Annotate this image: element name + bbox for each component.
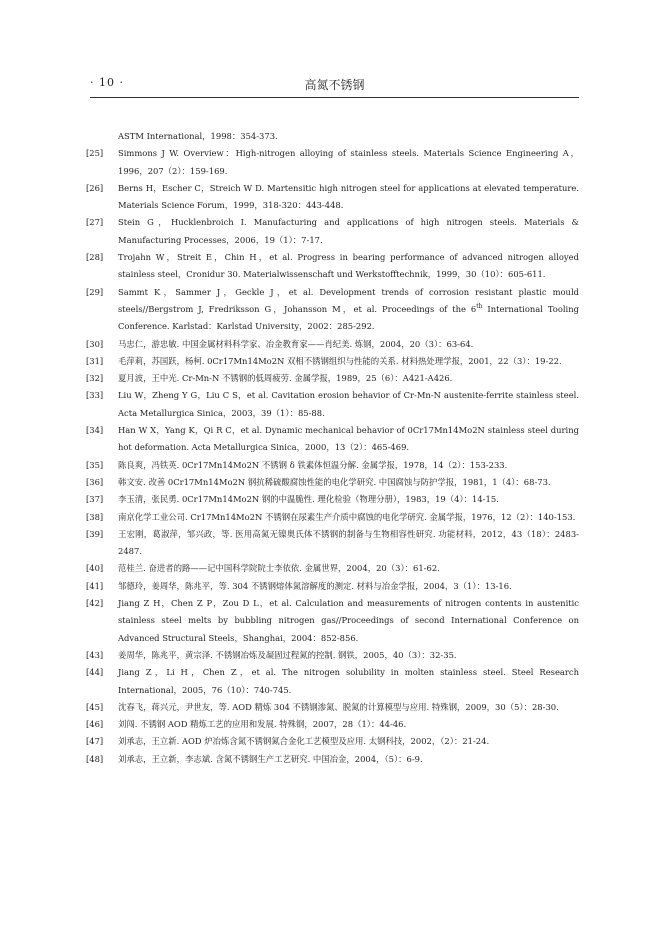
reference-text-part: International Tooling Conference. Karlstad：Karlstad University，2002：285-292.: [118, 303, 579, 332]
header-rule: [90, 97, 579, 98]
reference-entries: [86, 145, 579, 768]
reference-text: 李玉清，张民勇. 0Cr17Mn14Mo2N 钢的中温脆性. 理化检验（物理分册），1983，19（4）：14-15.: [118, 494, 499, 505]
superscript: th: [476, 303, 483, 311]
reference-number: [37]: [86, 494, 104, 505]
reference-number: [35]: [86, 459, 104, 470]
reference-item: [86, 474, 579, 491]
page-header: [90, 76, 579, 94]
reference-text: 南京化学工业公司. Cr17Mn14Mo2N 不锈钢在尿素生产介质中腐蚀的电化学研究. 金属学报，1976，12（2）：140-153.: [118, 511, 576, 522]
reference-item: [86, 457, 579, 474]
reference-number: [30]: [86, 338, 104, 349]
reference-text: Simmons J W. Overview：High-nitrogen alloying of stainless steels. Materials Science Engineering A，1996，207（2）：159-169.: [118, 148, 579, 176]
reference-item: [86, 145, 579, 180]
reference-item: [86, 387, 579, 422]
page-number: · 10 ·: [90, 76, 124, 89]
reference-text: 毛萍莉，苏国跃，杨柯. 0Cr17Mn14Mo2N 双相不锈钢组织与性能的关系. 材料热处理学报，2001，22（3）：19-22.: [118, 355, 562, 366]
reference-text: Jiang Z H，Chen Z P，Zou D L，et al. Calculation and measurements of nitrogen contents in austenitic stainless steel melts by bubbling nitrogen gas//Proceedings of second International Conference on Advanced Structural Steels，Shanghai，2004：852-856.: [118, 598, 579, 643]
reference-number: [45]: [86, 701, 104, 712]
reference-item: [86, 733, 579, 750]
reference-item: [86, 180, 579, 215]
reference-number: [40]: [86, 563, 104, 574]
reference-item: [86, 664, 579, 699]
reference-text: 范桂兰. 奋进者的路——记中国科学院院士李依依. 金属世界，2004，20（3）：61-62.: [118, 563, 440, 574]
reference-item: [86, 370, 579, 387]
reference-text: 陈良爽，冯铁英. 0Cr17Mn14Mo2N 不锈钢 δ 铁素体恒温分解. 金属学报，1978，14（2）：153-233.: [118, 459, 508, 470]
reference-item: [86, 595, 579, 647]
reference-text: 刘承志，王立新，李志斌. 含氮不锈钢生产工艺研究. 中国冶金，2004，（5）：6-9.: [118, 753, 423, 764]
reference-number: [28]: [86, 252, 104, 263]
reference-item: [86, 716, 579, 733]
reference-item: [86, 560, 579, 577]
reference-item: [86, 647, 579, 664]
reference-text: 王宏刚，葛淑萍，邹兴政，等. 医用高氮无镍奥氏体不锈钢的制备与生物相容性研究. 功能材料，2012，43（18）：2483-2487.: [118, 528, 579, 557]
reference-item: [86, 249, 579, 284]
reference-item: [86, 491, 579, 508]
reference-text: 姜周华，陈兆平，黄宗泽. 不锈钢冶炼及凝固过程氮的控制. 钢铁，2005，40（3）：32-35.: [118, 649, 457, 660]
reference-text: 邹德玲，姜周华，陈兆平，等. 304 不锈钢熔体氮溶解度的测定. 材料与冶金学报，2004，3（1）：13-16.: [118, 580, 512, 591]
reference-number: [27]: [86, 217, 104, 228]
reference-text: 夏月波，王中光. Cr-Mn-N 不锈钢的低周疲劳. 金属学报，1989，25（6）：A421-A426.: [118, 373, 453, 384]
reference-number: [26]: [86, 182, 104, 193]
reference-number: [29]: [86, 286, 104, 297]
reference-number: [36]: [86, 476, 104, 487]
reference-text: 马忠仁，游忠敏. 中国金属材料科学家、冶金教育家——肖纪美. 炼钢，2004，20（3）：63-64.: [118, 338, 474, 349]
reference-number: [38]: [86, 511, 104, 522]
reference-text: [118, 284, 579, 336]
reference-number: [32]: [86, 373, 104, 384]
reference-text: 刘闯. 不锈钢 AOD 精炼工艺的应用和发展. 特殊钢，2007，28（1）：44-46.: [118, 719, 407, 730]
reference-number: [47]: [86, 736, 104, 747]
reference-list: [86, 128, 579, 768]
reference-item: [86, 336, 579, 353]
reference-number: [42]: [86, 598, 104, 609]
reference-text: 刘承志，王立新. AOD 炉冶炼含氮不锈钢氮合金化工艺模型及应用. 太钢科技，2002，（2）：21-24.: [118, 736, 490, 747]
reference-item: [86, 284, 579, 336]
running-title: 高氮不锈钢: [304, 78, 365, 92]
reference-text: Han W X，Yang K，Qi R C，et al. Dynamic mechanical behavior of 0Cr17Mn14Mo2N stainless steel during hot deformation. Acta Metallurgica Sinica，2000，13（2）：465-469.: [118, 425, 579, 453]
reference-text: 沈春飞，蒋兴元，尹世友，等. AOD 精炼 304 不锈钢渗氮、脱氮的计算模型与应用. 特殊钢，2009，30（5）：28-30.: [118, 701, 559, 712]
reference-number: [33]: [86, 390, 104, 401]
reference-item: [86, 751, 579, 768]
reference-number: [25]: [86, 148, 104, 159]
reference-text: 韩文安. 改善 0Cr17Mn14Mo2N 钢抗稀硫酸腐蚀性能的电化学研究. 中国腐蚀与防护学报，1981，1（4）：68-73.: [118, 476, 551, 487]
reference-item: [86, 699, 579, 716]
reference-item: [86, 526, 579, 561]
reference-number: [39]: [86, 528, 104, 539]
reference-number: [46]: [86, 719, 104, 730]
reference-item: [86, 509, 579, 526]
reference-item: [86, 422, 579, 457]
reference-text: Stein G，Hucklenbroich I. Manufacturing and applications of high nitrogen steels. Materials & Manufacturing Processes，2006，19（1）：7-17.: [118, 217, 579, 245]
reference-number: [31]: [86, 355, 104, 366]
reference-number: [44]: [86, 667, 104, 678]
reference-text: Jiang Z，Li H，Chen Z，et al. The nitrogen solubility in molten stainless steel. Steel Research International，2005，76（10）：740-745.: [118, 667, 579, 695]
reference-text: Berns H，Escher C，Streich W D. Martensitic high nitrogen steel for applications at elevated temperature. Materials Science Forum，1999，318-320：443-448.: [118, 182, 579, 211]
reference-number: [43]: [86, 649, 104, 660]
reference-number: [34]: [86, 425, 104, 436]
reference-continuation: ASTM International，1998：354-373.: [118, 131, 278, 141]
reference-number: [48]: [86, 753, 104, 764]
reference-item: [86, 578, 579, 595]
reference-item: [86, 214, 579, 249]
reference-text: Trojahn W，Streit E，Chin H，et al. Progress in bearing performance of advanced nitrogen alloyed stainless steel，Cronidur 30. Materialwissenschaft und Werkstofftechnik，1999，30（10）：605-611.: [118, 252, 579, 280]
reference-item: [86, 353, 579, 370]
reference-text-part: Sammt K，Sammer J，Geckle J，et al. Development trends of corrosion resistant plastic mould steels//Bergstrom J, Fredriksson G，Johansson M，et al. Proceedings of the 6: [118, 286, 579, 314]
reference-text: Liu W，Zheng Y G，Liu C S，et al. Cavitation erosion behavior of Cr-Mn-N austenite-ferrite stainless steel. Acta Metallurgica Sinica，2003，39（1）：85-88.: [118, 390, 579, 418]
reference-number: [41]: [86, 580, 104, 591]
